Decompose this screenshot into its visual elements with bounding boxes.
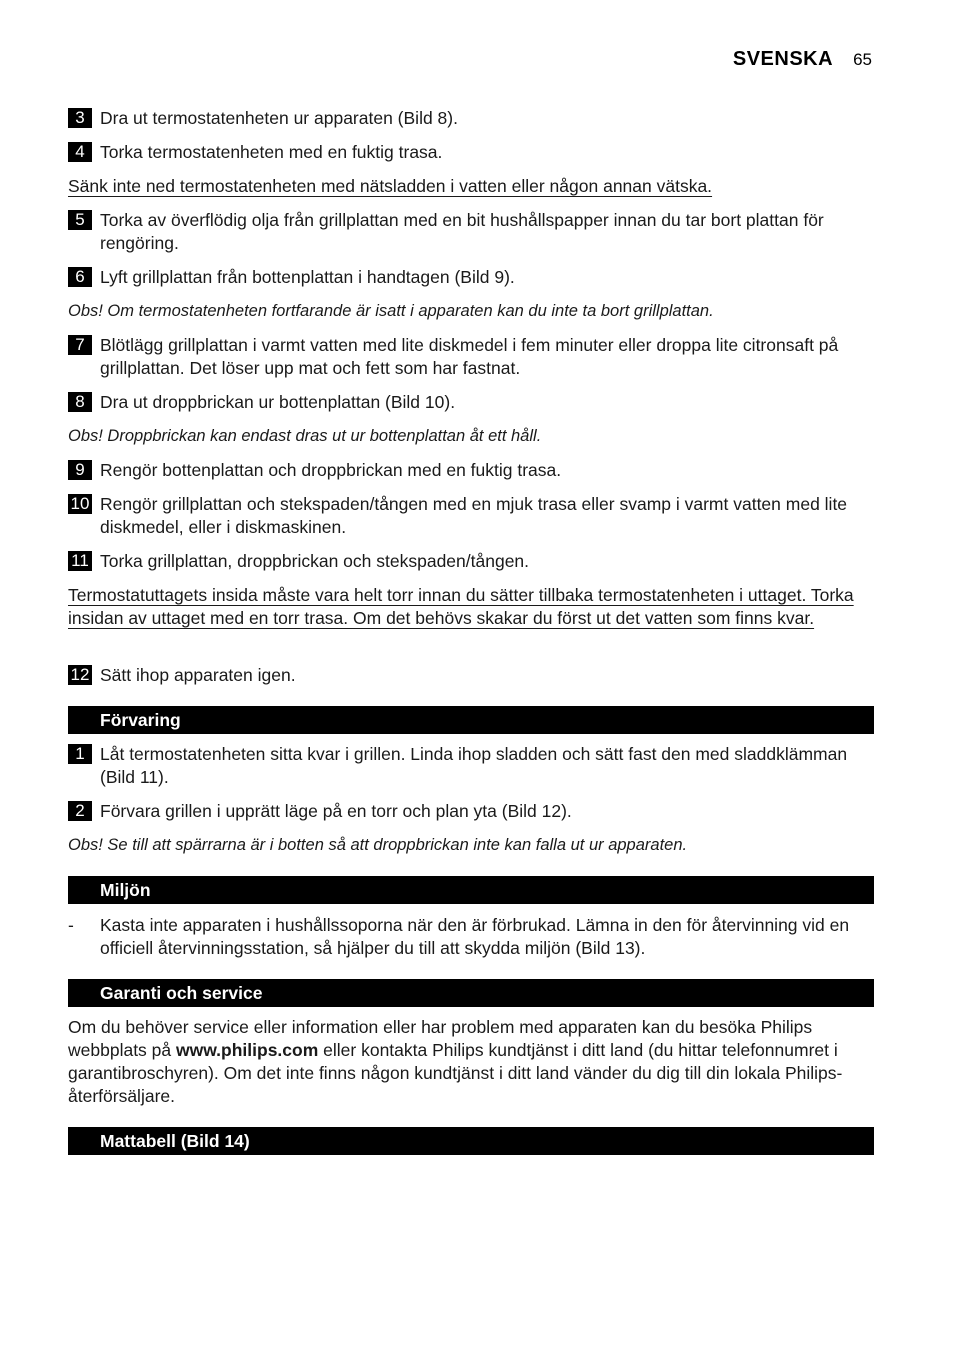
step-9: [68, 459, 874, 482]
step-text: Rengör grillplattan och stekspaden/tången med en mjuk trasa eller svamp i varmt vatten med lite diskmedel, eller i diskmaskinen.: [100, 494, 848, 537]
step-text: Förvara grillen i upprätt läge på en torr och plan yta (Bild 12).: [100, 801, 572, 821]
step-number: 9: [68, 460, 92, 480]
step-8: [68, 391, 874, 414]
section-heading-environment: Miljön: [68, 876, 874, 904]
step-text: Låt termostatenheten sitta kvar i grillen. Linda ihop sladden och sätt fast den med sladdklämman (Bild 11).: [100, 744, 848, 787]
page-number: 65: [853, 50, 872, 69]
step-7: [68, 334, 874, 380]
storage-step-1: [68, 743, 874, 789]
step-text: Torka termostatenheten med en fuktig trasa.: [100, 142, 443, 162]
note-text: Obs! Om termostatenheten fortfarande är isatt i apparaten kan du inte ta bort grillplattan.: [68, 302, 714, 320]
step-text: Torka av överflödig olja från grillplattan med en bit hushållspapper innan du tar bort plattan för rengöring.: [100, 210, 824, 253]
step-number: 2: [68, 801, 92, 821]
note-text: Obs! Se till att spärrarna är i botten så att droppbrickan inte kan falla ut ur apparaten.: [68, 836, 688, 854]
step-number: 12: [68, 665, 92, 685]
environment-bullet: [68, 914, 874, 960]
step-text: Torka grillplattan, droppbrickan och stekspaden/tången.: [100, 551, 530, 571]
guarantee-text-end: eller kontakta Philips kundtjänst i ditt land (du hittar telefonnumret i garantibroschyren). Om det inte finns någon kundtjänst i ditt land vänder du dig till din lokala Philips-återförsäljare.: [68, 1040, 843, 1106]
step-number: 6: [68, 267, 92, 287]
step-text: Sätt ihop apparaten igen.: [100, 665, 296, 685]
step-5: [68, 209, 874, 255]
section-heading-guarantee: Garanti och service: [68, 979, 874, 1007]
storage-step-2: [68, 800, 874, 823]
step-text: Rengör bottenplattan och droppbrickan med en fuktig trasa.: [100, 460, 562, 480]
step-text: Blötlägg grillplattan i varmt vatten med lite diskmedel i fem minuter eller droppa lite citronsaft på grillplattan. Det löser upp mat och fett som har fastnat.: [100, 335, 839, 378]
step-text: Dra ut droppbrickan ur bottenplattan (Bild 10).: [100, 392, 456, 412]
section-heading-storage: Förvaring: [68, 706, 874, 734]
step-text: Lyft grillplattan från bottenplattan i handtagen (Bild 9).: [100, 267, 515, 287]
step-6: [68, 266, 874, 289]
step-number: 11: [68, 551, 92, 571]
step-number: 3: [68, 108, 92, 128]
step-number: 10: [68, 494, 92, 514]
step-12: [68, 664, 874, 687]
step-number: 1: [68, 744, 92, 764]
guarantee-text-start: Om du behöver service eller information eller har problem med apparaten kan du besöka Philips webbplats på: [68, 1017, 813, 1060]
warning-text: Sänk inte ned termostatenheten med nätsladden i vatten eller någon annan vätska.: [68, 176, 713, 196]
philips-website-link[interactable]: www.philips.com: [176, 1040, 319, 1060]
bullet-mark: -: [68, 915, 74, 935]
step-11: [68, 550, 874, 573]
guarantee-paragraph: [68, 1016, 874, 1108]
step-number: 5: [68, 210, 92, 230]
step-3: [68, 107, 874, 130]
step-number: 8: [68, 392, 92, 412]
bullet-text: Kasta inte apparaten i hushållssoporna när den är förbrukad. Lämna in den för återvinning vid en officiell återvinningsstation, så hjälper du till att skydda miljön (Bild 13).: [100, 915, 850, 958]
step-number: 4: [68, 142, 92, 162]
page-header: [733, 48, 872, 71]
step-4: [68, 141, 874, 164]
language-label: SVENSKA: [732, 48, 834, 70]
step-10: [68, 493, 874, 539]
note-text: Obs! Droppbrickan kan endast dras ut ur bottenplattan åt ett håll.: [68, 427, 542, 445]
section-heading-cooking-table: Mattabell (Bild 14): [68, 1127, 874, 1155]
step-text: Dra ut termostatenheten ur apparaten (Bild 8).: [100, 108, 458, 128]
step-number: 7: [68, 335, 92, 355]
warning-text: Termostatuttagets insida måste vara helt torr innan du sätter tillbaka termostatenheten i uttaget. Torka insidan av uttaget med en torr trasa. Om det behövs skakar du först ut det vatten som finns kvar.: [68, 585, 854, 628]
